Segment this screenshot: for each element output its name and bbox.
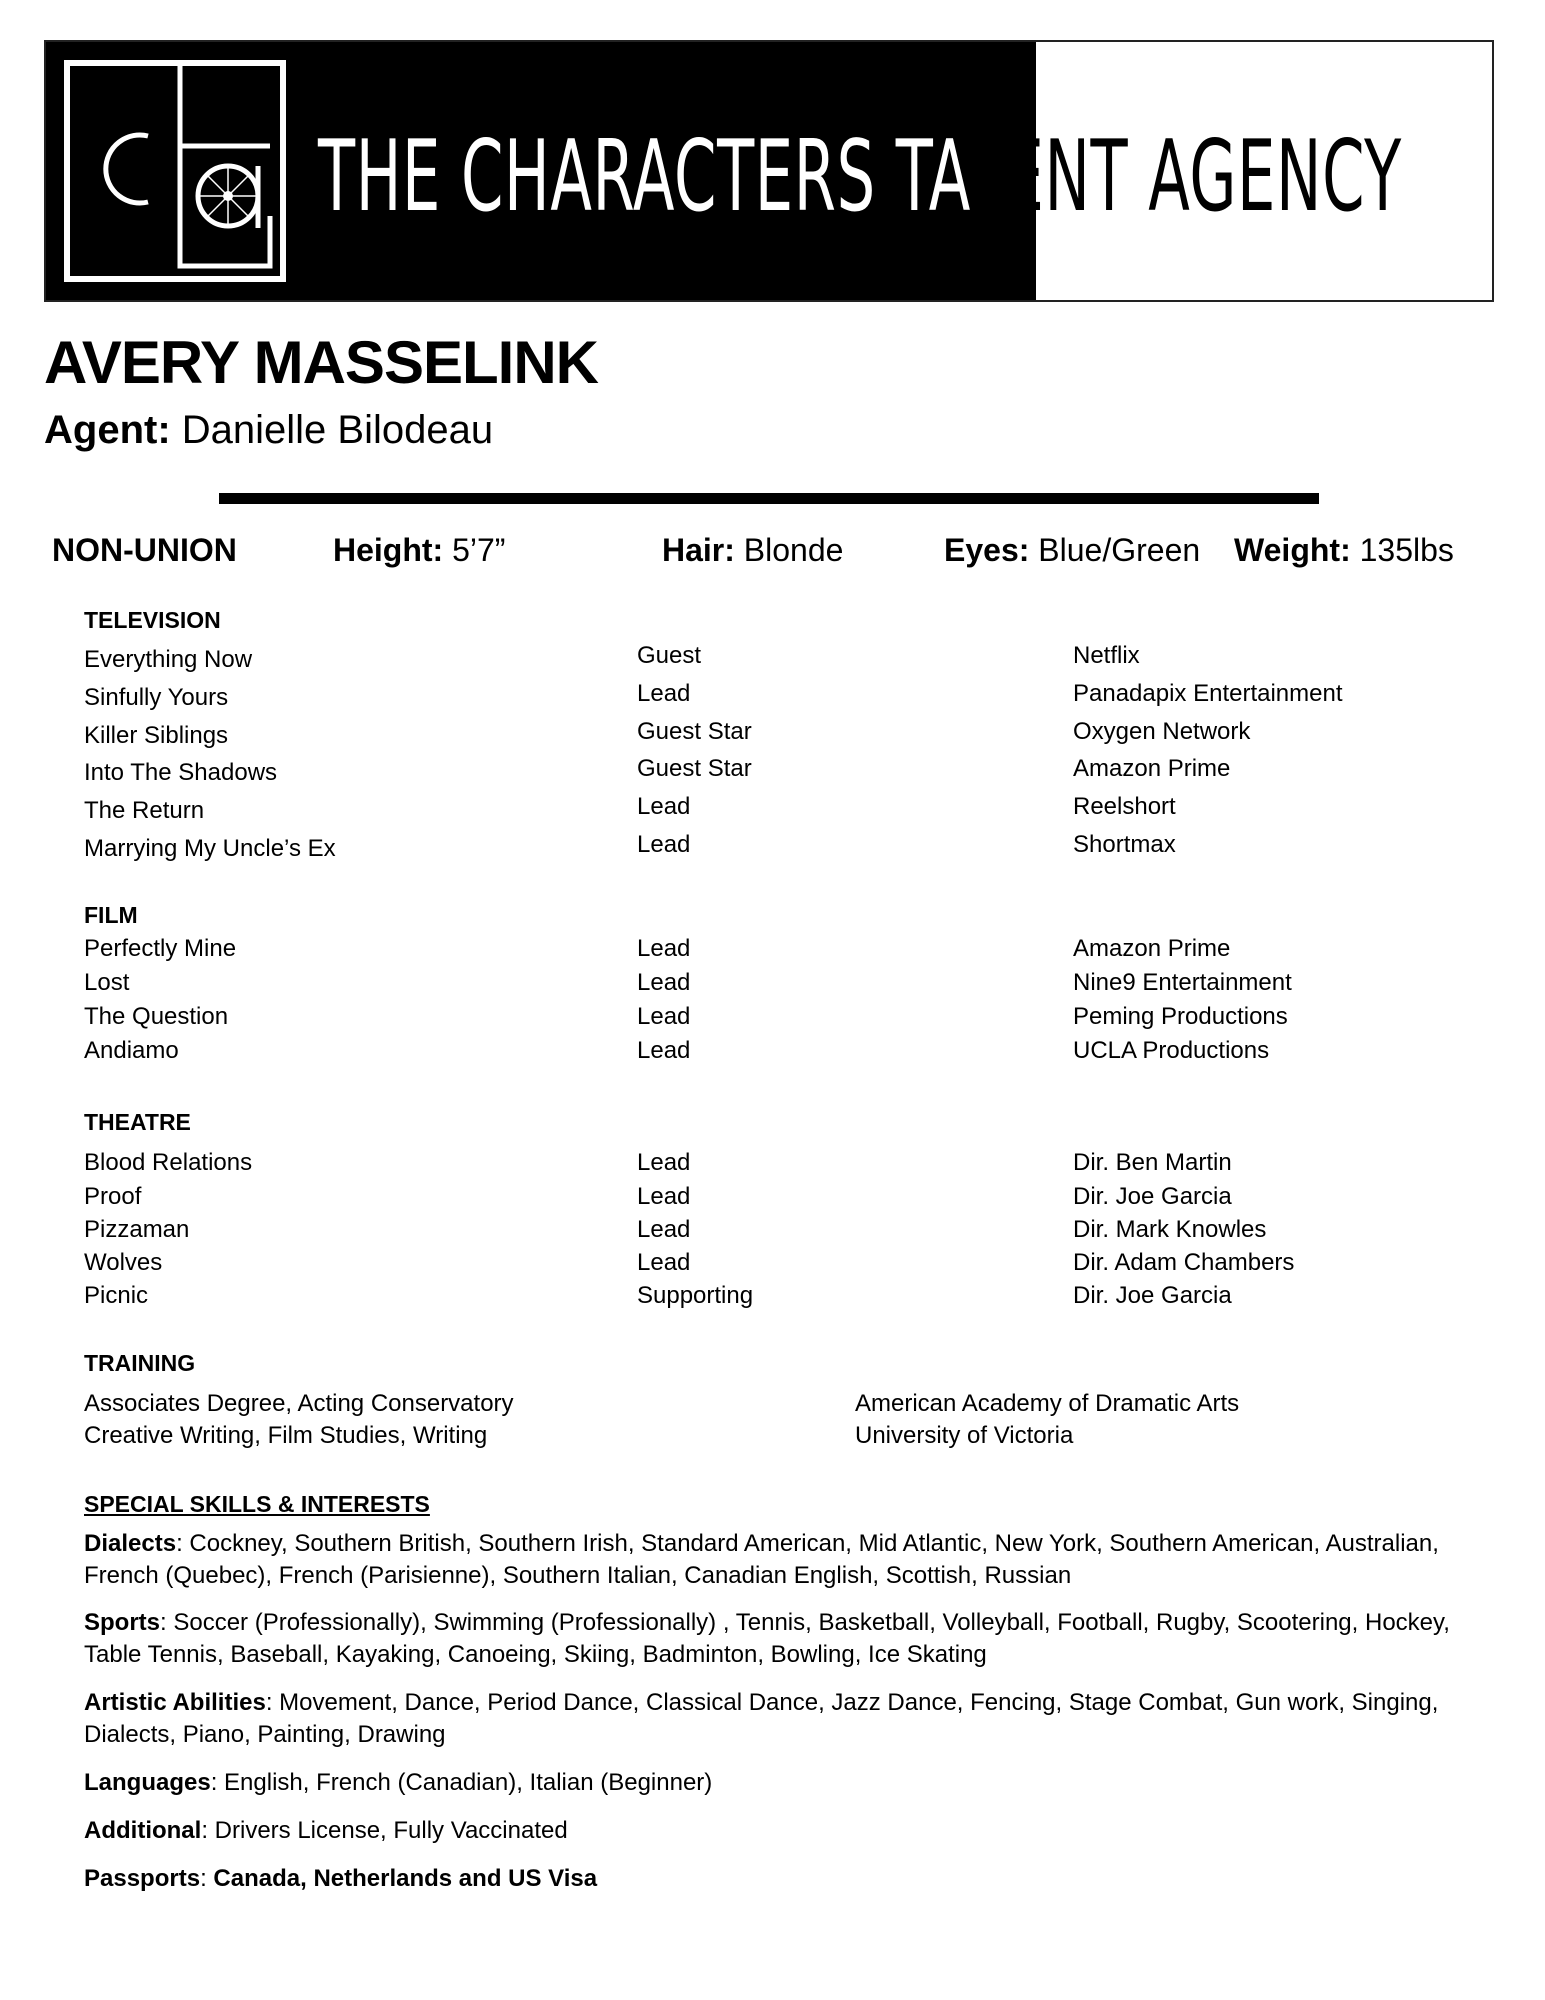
skill-label: Dialects [84, 1530, 177, 1557]
credit-project: Blood Relations [84, 1149, 253, 1176]
training-row [84, 1388, 1504, 1420]
credit-company: Amazon Prime [1073, 935, 1231, 962]
hair-value: Blonde [743, 532, 844, 568]
credit-role: Lead [637, 1149, 691, 1176]
credit-role: Guest Star [637, 718, 752, 745]
agent-label: Agent: [44, 408, 171, 452]
credit-project: Lost [84, 969, 130, 996]
height-label: Height: [333, 532, 444, 568]
credit-role: Lead [637, 793, 691, 820]
credit-row [84, 1214, 1504, 1246]
credit-company: Dir. Ben Martin [1073, 1149, 1232, 1176]
skill-dialects [84, 1528, 1464, 1592]
skill-label: Additional [84, 1817, 202, 1844]
theatre-heading: THEATRE [84, 1109, 191, 1135]
credit-company: Nine9 Entertainment [1073, 969, 1292, 996]
header-divider [219, 493, 1319, 504]
credit-company: Panadapix Entertainment [1073, 680, 1343, 707]
skill-text: : Drivers License, Fully Vaccinated [201, 1817, 568, 1844]
credit-project: Pizzaman [84, 1216, 190, 1243]
training-school: University of Victoria [855, 1422, 1074, 1449]
skill-text: : Cockney, Southern British, Southern Irish, Standard American, Mid Atlantic, New York, Southern American, Australian, French (Quebec), French (Parisienne), Southern Italian, Canadian English, Scottish, Russian [84, 1530, 1439, 1589]
credit-company: Dir. Joe Garcia [1073, 1282, 1232, 1309]
credit-row [84, 716, 1504, 748]
credit-company: Netflix [1073, 642, 1140, 669]
eyes-label: Eyes: [944, 532, 1030, 568]
credit-row [84, 1181, 1504, 1213]
credit-row [84, 1247, 1504, 1279]
agent-line [44, 407, 493, 453]
skill-bold-text: Canada, Netherlands and US Visa [213, 1865, 598, 1892]
credit-row [84, 791, 1504, 823]
credit-company: Peming Productions [1073, 1003, 1288, 1030]
credit-project: Picnic [84, 1282, 149, 1309]
weight-label: Weight: [1234, 532, 1351, 568]
credit-row [84, 1280, 1504, 1312]
credit-role: Lead [637, 1037, 691, 1064]
credit-project: The Return [84, 797, 205, 824]
actor-name: AVERY MASSELINK [44, 329, 598, 396]
agency-name-black: LENT AGENCY [970, 120, 1402, 234]
training-course: Associates Degree, Acting Conservatory [84, 1390, 514, 1417]
skill-languages [84, 1767, 1464, 1799]
training-school: American Academy of Dramatic Arts [855, 1390, 1240, 1417]
credit-project: Sinfully Yours [84, 684, 229, 711]
union-status-text: NON-UNION [52, 532, 237, 568]
cta-logo-icon [70, 66, 280, 276]
skill-label: Sports [84, 1609, 161, 1636]
skill-text: : [200, 1865, 214, 1892]
skill-label: Languages [84, 1769, 211, 1796]
credit-project: Everything Now [84, 646, 253, 673]
weight-value: 135lbs [1359, 532, 1454, 568]
training-row [84, 1420, 1504, 1452]
credit-row [84, 753, 1504, 785]
credit-project: Andiamo [84, 1037, 179, 1064]
hair-stat [662, 530, 843, 570]
agency-logo [64, 60, 286, 282]
eyes-value: Blue/Green [1038, 532, 1201, 568]
skill-additional [84, 1815, 1464, 1847]
height-stat [333, 530, 505, 570]
training-course: Creative Writing, Film Studies, Writing [84, 1422, 488, 1449]
skill-passports [84, 1863, 1464, 1895]
skills-heading: SPECIAL SKILLS & INTERESTS [84, 1491, 430, 1517]
credit-role: Lead [637, 1249, 691, 1276]
credit-role: Guest Star [637, 755, 752, 782]
height-value: 5’7” [452, 532, 506, 568]
hair-label: Hair: [662, 532, 735, 568]
credit-company: Reelshort [1073, 793, 1176, 820]
credit-project: Wolves [84, 1249, 163, 1276]
union-status [52, 530, 237, 570]
agency-name [318, 120, 1402, 234]
credit-row [84, 678, 1504, 710]
credit-project: Into The Shadows [84, 759, 278, 786]
skill-artistic [84, 1687, 1464, 1751]
credit-row [84, 967, 1504, 999]
skill-sports [84, 1607, 1464, 1671]
skill-label: Passports [84, 1865, 201, 1892]
credit-row [84, 829, 1504, 861]
credit-role: Lead [637, 680, 691, 707]
credit-project: The Question [84, 1003, 229, 1030]
credit-role: Lead [637, 1003, 691, 1030]
skill-text: : Soccer (Professionally), Swimming (Professionally) , Tennis, Basketball, Volleyball, Football, Rugby, Scootering, Hockey, Table Tennis, Baseball, Kayaking, Canoeing, Skiing, Badminton, Bowling, Ice Skating [84, 1609, 1450, 1668]
credit-row [84, 1035, 1504, 1067]
credit-role: Lead [637, 935, 691, 962]
credit-role: Supporting [637, 1282, 754, 1309]
credit-project: Killer Siblings [84, 722, 229, 749]
credit-company: Dir. Mark Knowles [1073, 1216, 1267, 1243]
skill-text: : Movement, Dance, Period Dance, Classical Dance, Jazz Dance, Fencing, Stage Combat, Gun work, Singing, Dialects, Piano, Painting, Drawing [84, 1689, 1439, 1748]
credit-project: Proof [84, 1183, 142, 1210]
agent-name: Danielle Bilodeau [181, 408, 494, 452]
credit-row [84, 1147, 1504, 1179]
credit-row [84, 1001, 1504, 1033]
credit-project: Perfectly Mine [84, 935, 237, 962]
training-heading: TRAINING [84, 1350, 196, 1376]
skill-label: Artistic Abilities [84, 1689, 266, 1716]
credit-company: Oxygen Network [1073, 718, 1251, 745]
credit-row [84, 933, 1504, 965]
credit-role: Lead [637, 1216, 691, 1243]
credit-role: Lead [637, 969, 691, 996]
agency-banner [44, 40, 1494, 302]
weight-stat [1234, 530, 1454, 570]
credit-role: Lead [637, 831, 691, 858]
credit-company: UCLA Productions [1073, 1037, 1270, 1064]
skill-text: : English, French (Canadian), Italian (Beginner) [210, 1769, 713, 1796]
credit-company: Dir. Joe Garcia [1073, 1183, 1232, 1210]
credit-role: Guest [637, 642, 702, 669]
agency-name-white: THE CHARACTERS TA [318, 120, 971, 234]
credit-company: Amazon Prime [1073, 755, 1231, 782]
eyes-stat [944, 530, 1200, 570]
credit-row [84, 640, 1504, 672]
credit-company: Dir. Adam Chambers [1073, 1249, 1295, 1276]
credit-role: Lead [637, 1183, 691, 1210]
television-heading: TELEVISION [84, 607, 221, 633]
credit-project: Marrying My Uncle’s Ex [84, 835, 336, 862]
credit-company: Shortmax [1073, 831, 1176, 858]
film-heading: FILM [84, 902, 138, 928]
